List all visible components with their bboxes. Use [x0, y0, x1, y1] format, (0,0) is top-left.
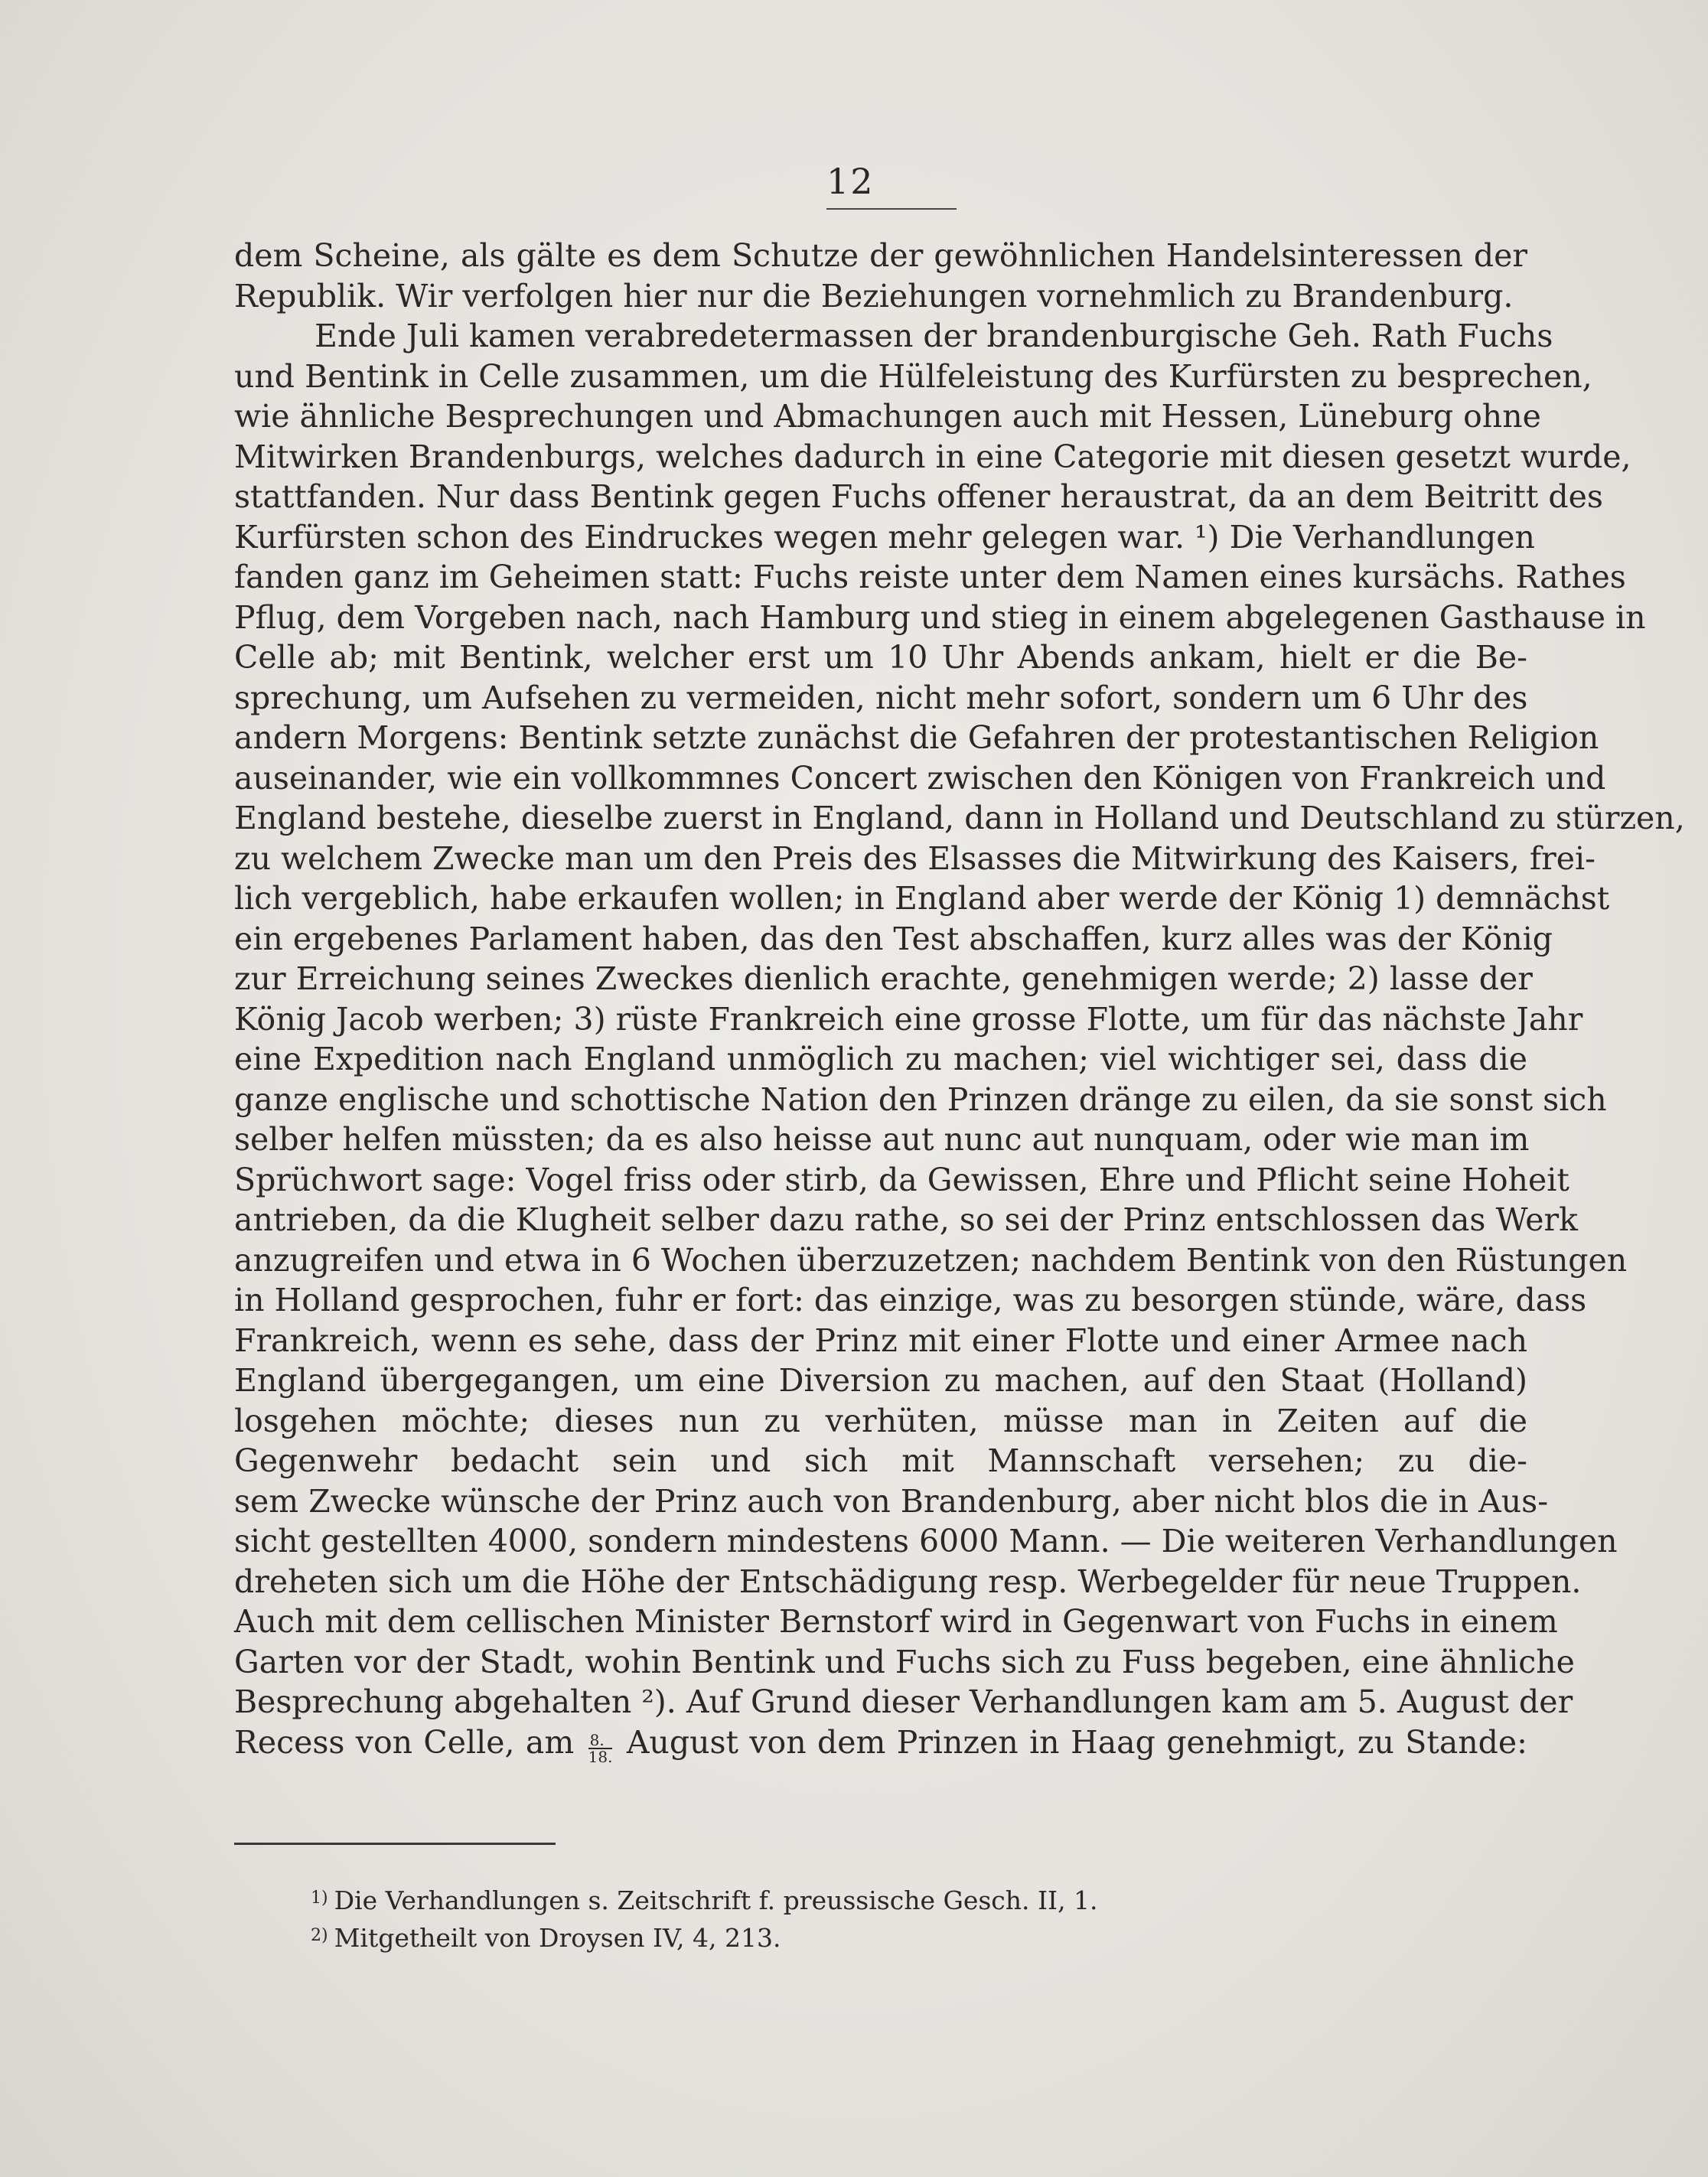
fraction-denominator: 18.	[588, 1747, 613, 1766]
text-line: fanden ganz im Geheimen statt: Fuchs reiste unter dem Namen eines kursächs. Rathes	[234, 559, 1626, 595]
text-line: ein ergebenes Parlament haben, das den Test abschaffen, kurz alles was der König	[234, 920, 1553, 957]
text-line: Kurfürsten schon des Eindruckes wegen mehr gelegen war. ¹) Die Verhandlungen	[234, 518, 1535, 556]
text-line: sem Zwecke wünsche der Prinz auch von Brandenburg, aber nicht blos die in Aus-	[234, 1482, 1549, 1520]
footnotes	[311, 1881, 1459, 1956]
body-text	[234, 236, 1685, 1766]
text-line: Republik. Wir verfolgen hier nur die Beziehungen vornehmlich zu Brandenburg.	[234, 277, 1514, 314]
text-line: Ende Juli kamen verabredetermassen der brandenburgische Geh. Rath Fuchs	[315, 318, 1553, 354]
text-line: auseinander, wie ein vollkommnes Concert zwischen den Königen von Frankreich und	[234, 759, 1606, 797]
text-line: Frankreich, wenn es sehe, dass der Prinz mit einer Flotte und einer Armee nach	[234, 1322, 1527, 1359]
text-line: losgehen möchte; dieses nun zu verhüten, müsse man in Zeiten auf die	[234, 1402, 1527, 1439]
text-line: stattfanden. Nur dass Bentink gegen Fuchs offener heraustrat, da an dem Beitritt des	[234, 478, 1603, 515]
text-line: sprechung, um Aufsehen zu vermeiden, nicht mehr sofort, sondern um 6 Uhr des	[234, 679, 1528, 716]
text-line-with-fraction	[234, 1722, 1527, 1766]
footnote-text: Mitgetheilt von Droysen IV, 4, 213.	[334, 1923, 781, 1953]
text-line: in Holland gesprochen, fuhr er fort: das einzige, was zu besorgen stünde, wäre, dass	[234, 1282, 1587, 1318]
text-line: König Jacob werben; 3) rüste Frankreich eine grosse Flotte, um für das nächste Jahr	[234, 1000, 1583, 1038]
text-line: zur Erreichung seines Zweckes dienlich erachte, genehmigen werde; 2) lasse der	[234, 960, 1533, 997]
text-line: zu welchem Zwecke man um den Preis des Elsasses die Mitwirkung des Kaisers, frei-	[234, 839, 1596, 877]
text-line: Pflug, dem Vorgeben nach, nach Hamburg und stieg in einem abgelegenen Gasthause in	[234, 598, 1646, 636]
fraction-numerator: 8.	[588, 1732, 613, 1749]
text-line: wie ähnliche Besprechungen und Abmachungen auch mit Hessen, Lüneburg ohne	[234, 398, 1541, 435]
text-line: sicht gestellten 4000, sondern mindestens 6000 Mann. — Die weiteren Verhandlungen	[234, 1523, 1618, 1559]
text-line: dem Scheine, als gälte es dem Schutze der gewöhnlichen Handelsinteressen der	[234, 237, 1527, 274]
text-line: und Bentink in Celle zusammen, um die Hülfeleistung des Kurfürsten zu besprechen,	[234, 357, 1592, 395]
text-line: ganze englische und schottische Nation den Prinzen dränge zu eilen, da sie sonst sich	[234, 1080, 1607, 1118]
text-line: Auch mit dem cellischen Minister Bernstorf wird in Gegenwart von Fuchs in einem	[234, 1603, 1558, 1640]
text-line: Celle ab; mit Bentink, welcher erst um 10 Uhr Abends ankam, hielt er die Be-	[234, 639, 1527, 676]
footnote	[311, 1918, 1459, 1956]
text-line: anzugreifen und etwa in 6 Wochen überzuzetzen; nachdem Bentink von den Rüstungen	[234, 1241, 1628, 1279]
text-line: antrieben, da die Klugheit selber dazu rathe, so sei der Prinz entschlossen das Werk	[234, 1201, 1578, 1238]
text-line: Besprechung abgehalten ²). Auf Grund dieser Verhandlungen kam am 5. August der	[234, 1683, 1573, 1720]
footnote-mark: 2)	[311, 1926, 328, 1945]
text-line: Sprüchwort sage: Vogel friss oder stirb, da Gewissen, Ehre und Pflicht seine Hoheit	[234, 1161, 1569, 1198]
fraction-line-start: Recess von Celle, am	[234, 1723, 575, 1761]
footnote-text: Die Verhandlungen s. Zeitschrift f. preussische Gesch. II, 1.	[334, 1885, 1098, 1915]
text-line: eine Expedition nach England unmöglich zu machen; viel wichtiger sei, dass die	[234, 1041, 1527, 1077]
text-line: andern Morgens: Bentink setzte zunächst die Gefahren der protestantischen Religion	[234, 719, 1599, 756]
fraction-line-end: August von dem Prinzen in Haag genehmigt, zu Stande:	[626, 1723, 1527, 1761]
text-line: England bestehe, dieselbe zuerst in England, dann in Holland und Deutschland zu stürzen,	[234, 800, 1685, 836]
text-line: Mitwirken Brandenburgs, welches dadurch in eine Categorie mit diesen gesetzt wurde,	[234, 438, 1631, 475]
page-number-rule	[826, 208, 957, 210]
text-line: lich vergeblich, habe erkaufen wollen; in England aber werde der König 1) demnächst	[234, 880, 1610, 917]
footnote-mark: 1)	[311, 1889, 328, 1908]
text-line: selber helfen müssten; da es also heisse aut nunc aut nunquam, oder wie man im	[234, 1121, 1530, 1158]
page-number: 12	[826, 161, 875, 202]
text-line: Garten vor der Stadt, wohin Bentink und Fuchs sich zu Fuss begeben, eine ähnliche	[234, 1643, 1575, 1680]
footnote	[311, 1881, 1459, 1918]
text-line: Gegenwehr bedacht sein und sich mit Mannschaft versehen; zu die-	[234, 1442, 1527, 1479]
text-line: England übergegangen, um eine Diversion zu machen, auf den Staat (Holland)	[234, 1362, 1527, 1399]
date-fraction	[588, 1732, 613, 1765]
text-line: dreheten sich um die Höhe der Entschädigung resp. Werbegelder für neue Truppen.	[234, 1563, 1582, 1600]
footnote-rule	[234, 1843, 556, 1845]
